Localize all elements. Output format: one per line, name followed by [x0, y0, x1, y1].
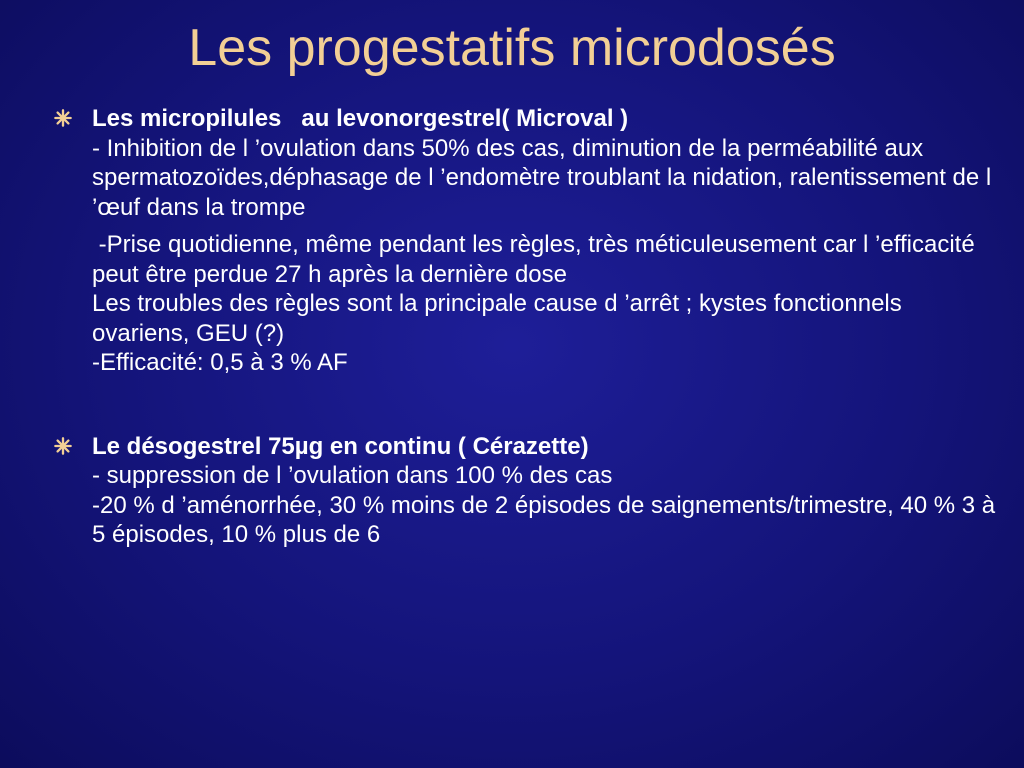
bullet-text-line: -20 % d ’aménorrhée, 30 % moins de 2 épisodes de saignements/trimestre, 40 % 3 à 5 épisodes, 10 % plus de 6: [92, 491, 996, 548]
sparkle-bullet-icon: [54, 437, 72, 455]
bullet-heading: Les micropilules au levonorgestrel( Microval ): [92, 105, 629, 132]
sparkle-bullet-icon: [54, 109, 72, 127]
slide-title: Les progestatifs microdosés: [188, 19, 836, 77]
bullet-list: [54, 104, 999, 550]
bullet-text-line: - Inhibition de l ’ovulation dans 50% des cas, diminution de la perméabilité aux spermatozoïdes,déphasage de l ’endomètre troublant la nidation, ralentissement de l ’œuf dans la trompe: [92, 134, 992, 221]
bullet-text-line: -Prise quotidienne, même pendant les règles, très méticuleusement car l ’efficacité peut être perdue 27 h après la dernière dose: [92, 231, 982, 288]
bullet-item-desogestrel: [54, 432, 999, 550]
bullet-heading: Le désogestrel 75µg en continu ( Cérazette): [92, 432, 589, 460]
bullet-text-line: Les troubles des règles sont la principale cause d ’arrêt ; kystes fonctionnels ovariens, GEU (?): [92, 290, 902, 347]
bullet-item-micropilules: [54, 104, 999, 378]
bullet-text-line: -Efficacité: 0,5 à 3 % AF: [92, 349, 348, 376]
bullet-text-line: - suppression de l ’ovulation dans 100 % des cas: [92, 462, 613, 489]
